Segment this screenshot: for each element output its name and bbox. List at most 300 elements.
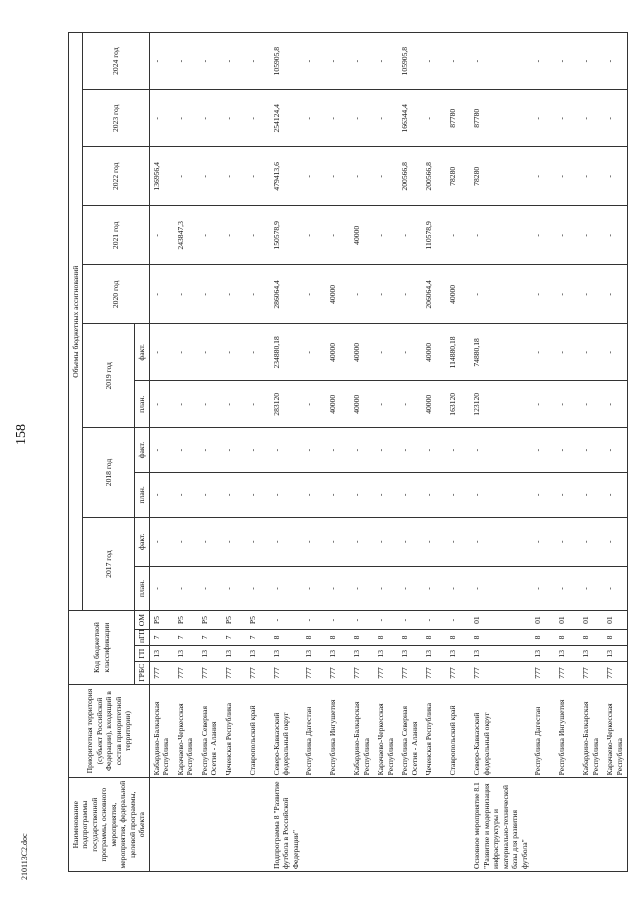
cell-f18: - — [374, 428, 398, 473]
header-budget-code: Код бюджетной классификации — [69, 611, 135, 684]
cell-name — [398, 778, 422, 872]
cell-p17: - — [246, 566, 270, 611]
cell-f18: - — [603, 428, 628, 473]
cell-pgp: 7 — [198, 629, 222, 645]
cell-gp: 13 — [555, 646, 579, 662]
cell-f17: - — [149, 517, 174, 566]
cell-p17: - — [374, 566, 398, 611]
cell-pgp: 8 — [302, 629, 326, 645]
cell-f17: - — [531, 517, 555, 566]
cell-v24: - — [302, 33, 326, 90]
table-row — [374, 33, 398, 872]
cell-p17: - — [422, 566, 446, 611]
cell-pgp: 8 — [374, 629, 398, 645]
cell-gp: 13 — [246, 646, 270, 662]
cell-grbs: 777 — [603, 662, 628, 684]
cell-v24: - — [326, 33, 350, 90]
cell-v21: - — [302, 206, 326, 265]
cell-name: Подпрограмма 8 "Развитие футбола в Российской Федерации" — [270, 778, 302, 872]
cell-v20: - — [374, 265, 398, 324]
cell-om: - — [326, 611, 350, 629]
cell-p19: - — [174, 381, 198, 428]
cell-grbs: 777 — [470, 662, 531, 684]
cell-p17: - — [149, 566, 174, 611]
cell-name — [555, 778, 579, 872]
cell-f18: - — [302, 428, 326, 473]
header-fact-2017: факт. — [135, 517, 149, 566]
cell-f17: - — [174, 517, 198, 566]
cell-v22: 136956,4 — [149, 147, 174, 206]
budget-table — [68, 32, 628, 872]
cell-om: P5 — [246, 611, 270, 629]
cell-p19: 40000 — [350, 381, 374, 428]
cell-pgp: 8 — [555, 629, 579, 645]
cell-pgp: 8 — [350, 629, 374, 645]
cell-v24: - — [579, 33, 603, 90]
cell-f18: - — [222, 428, 246, 473]
cell-p17: - — [198, 566, 222, 611]
cell-grbs: 777 — [374, 662, 398, 684]
cell-terr: Республика Ингушетия — [555, 684, 579, 778]
cell-terr: Республика Дагестан — [531, 684, 555, 778]
cell-f17: - — [246, 517, 270, 566]
cell-f19: 40000 — [350, 324, 374, 381]
cell-v23: - — [350, 90, 374, 147]
cell-om: 01 — [555, 611, 579, 629]
cell-terr: Республика Северная Осетия - Алания — [198, 684, 222, 778]
header-2019: 2019 год — [83, 324, 135, 428]
cell-f19: 74880,18 — [470, 324, 531, 381]
cell-v23: - — [555, 90, 579, 147]
cell-v23: 254124,4 — [270, 90, 302, 147]
cell-v22: - — [326, 147, 350, 206]
cell-name — [374, 778, 398, 872]
cell-name — [531, 778, 555, 872]
table-row — [302, 33, 326, 872]
cell-terr: Карачаево-Черкесская Республика — [374, 684, 398, 778]
cell-f19: 114880,18 — [446, 324, 470, 381]
cell-v20: 206064,4 — [422, 265, 446, 324]
cell-p17: - — [222, 566, 246, 611]
cell-v22: - — [531, 147, 555, 206]
cell-v20: - — [222, 265, 246, 324]
cell-p18: - — [246, 472, 270, 517]
cell-v22: - — [555, 147, 579, 206]
cell-f18: - — [350, 428, 374, 473]
cell-v20: - — [555, 265, 579, 324]
cell-p19: 163120 — [446, 381, 470, 428]
cell-v21: 150578,9 — [270, 206, 302, 265]
cell-grbs: 777 — [555, 662, 579, 684]
header-2024: 2024 год — [83, 33, 149, 90]
cell-v23: 87780 — [446, 90, 470, 147]
cell-v20: - — [149, 265, 174, 324]
cell-p19: 40000 — [422, 381, 446, 428]
cell-v20: - — [470, 265, 531, 324]
cell-f19: - — [174, 324, 198, 381]
cell-name — [603, 778, 628, 872]
header-grbs: ГРБС — [135, 662, 149, 684]
cell-om: - — [398, 611, 422, 629]
cell-p19: - — [603, 381, 628, 428]
cell-v20: - — [531, 265, 555, 324]
cell-p18: - — [446, 472, 470, 517]
cell-v21: 243847,3 — [174, 206, 198, 265]
cell-pgp: 8 — [326, 629, 350, 645]
cell-v21: - — [555, 206, 579, 265]
cell-p18: - — [422, 472, 446, 517]
cell-f19: - — [603, 324, 628, 381]
cell-gp: 13 — [174, 646, 198, 662]
cell-f17: - — [270, 517, 302, 566]
cell-f19: - — [579, 324, 603, 381]
cell-terr: Чеченская Республика — [222, 684, 246, 778]
cell-f19: - — [149, 324, 174, 381]
cell-v22: - — [246, 147, 270, 206]
cell-v22: 78280 — [470, 147, 531, 206]
cell-grbs: 777 — [579, 662, 603, 684]
table-row — [149, 33, 174, 872]
header-name: Наименование подпрограммы государственной программы, основного мероприятия, мероприятия, федеральной целевой программы, объекта — [69, 778, 150, 872]
cell-v22: - — [603, 147, 628, 206]
cell-p17: - — [350, 566, 374, 611]
cell-om: P5 — [149, 611, 174, 629]
table-row — [246, 33, 270, 872]
cell-gp: 13 — [470, 646, 531, 662]
cell-v20: 40000 — [446, 265, 470, 324]
header-2017: 2017 год — [83, 517, 135, 611]
cell-f19: - — [222, 324, 246, 381]
cell-f19: - — [198, 324, 222, 381]
cell-v21: - — [246, 206, 270, 265]
header-fact-2018: факт. — [135, 428, 149, 473]
cell-pgp: 7 — [222, 629, 246, 645]
cell-f17: - — [470, 517, 531, 566]
cell-v24: 105905,8 — [398, 33, 422, 90]
cell-v20: - — [174, 265, 198, 324]
cell-p19: - — [222, 381, 246, 428]
cell-f17: - — [422, 517, 446, 566]
cell-f17: - — [579, 517, 603, 566]
cell-v24: - — [198, 33, 222, 90]
cell-p17: - — [398, 566, 422, 611]
table-row — [603, 33, 628, 872]
header-2018: 2018 год — [83, 428, 135, 518]
cell-p17: - — [555, 566, 579, 611]
cell-v21: - — [374, 206, 398, 265]
cell-v21: - — [198, 206, 222, 265]
cell-p19: - — [579, 381, 603, 428]
cell-v21: - — [579, 206, 603, 265]
cell-gp: 13 — [374, 646, 398, 662]
cell-p17: - — [302, 566, 326, 611]
header-plan-2019: план. — [135, 381, 149, 428]
cell-gp: 13 — [302, 646, 326, 662]
cell-p17: - — [579, 566, 603, 611]
cell-v24: - — [422, 33, 446, 90]
cell-terr: Ставропольский край — [246, 684, 270, 778]
cell-f19: 40000 — [422, 324, 446, 381]
cell-p18: - — [149, 472, 174, 517]
cell-v21: - — [446, 206, 470, 265]
cell-f18: - — [579, 428, 603, 473]
cell-grbs: 777 — [531, 662, 555, 684]
cell-terr: Карачаево-Черкесская Республика — [603, 684, 628, 778]
cell-v20: - — [350, 265, 374, 324]
cell-p17: - — [470, 566, 531, 611]
cell-gp: 13 — [603, 646, 628, 662]
cell-terr: Республика Северная Осетия - Алания — [398, 684, 422, 778]
header-plan-2018: план. — [135, 472, 149, 517]
header-territory: Приоритетная территория (субъект Российской Федерации), входящий в состав приоритетной территории) — [69, 684, 150, 778]
cell-v23: - — [326, 90, 350, 147]
cell-f17: - — [350, 517, 374, 566]
cell-pgp: 8 — [531, 629, 555, 645]
cell-name — [246, 778, 270, 872]
cell-v23: - — [531, 90, 555, 147]
cell-terr: Северо-Кавказский федеральный округ — [270, 684, 302, 778]
cell-name — [222, 778, 246, 872]
table-row — [326, 33, 350, 872]
cell-v22: - — [579, 147, 603, 206]
cell-f17: - — [398, 517, 422, 566]
cell-f19: - — [555, 324, 579, 381]
cell-v23: - — [579, 90, 603, 147]
cell-pgp: 8 — [270, 629, 302, 645]
cell-v22: - — [198, 147, 222, 206]
cell-pgp: 8 — [446, 629, 470, 645]
cell-om: - — [270, 611, 302, 629]
budget-table-sheet — [68, 32, 628, 872]
cell-f18: - — [174, 428, 198, 473]
table-row — [531, 33, 555, 872]
cell-om: - — [446, 611, 470, 629]
cell-v24: - — [350, 33, 374, 90]
cell-p18: - — [398, 472, 422, 517]
cell-p18: - — [326, 472, 350, 517]
cell-v24: - — [174, 33, 198, 90]
cell-name — [350, 778, 374, 872]
cell-name — [446, 778, 470, 872]
cell-p18: - — [302, 472, 326, 517]
cell-v22: - — [222, 147, 246, 206]
cell-v20: 40000 — [326, 265, 350, 324]
cell-grbs: 777 — [326, 662, 350, 684]
cell-v21: - — [531, 206, 555, 265]
cell-v23: - — [603, 90, 628, 147]
cell-om: P5 — [198, 611, 222, 629]
cell-f17: - — [603, 517, 628, 566]
cell-terr: Чеченская Республика — [422, 684, 446, 778]
cell-pgp: 7 — [149, 629, 174, 645]
cell-p17: - — [270, 566, 302, 611]
header-om: ОМ — [135, 611, 149, 629]
cell-p18: - — [374, 472, 398, 517]
cell-om: 01 — [579, 611, 603, 629]
cell-om: P5 — [174, 611, 198, 629]
table-row — [198, 33, 222, 872]
cell-f18: - — [470, 428, 531, 473]
cell-terr: Республика Ингушетия — [326, 684, 350, 778]
cell-p18: - — [350, 472, 374, 517]
cell-v24: - — [603, 33, 628, 90]
cell-v22: 200566,8 — [398, 147, 422, 206]
cell-f17: - — [326, 517, 350, 566]
cell-p19: 123120 — [470, 381, 531, 428]
table-row — [350, 33, 374, 872]
cell-gp: 13 — [198, 646, 222, 662]
table-header — [69, 33, 150, 872]
header-2021: 2021 год — [83, 206, 149, 265]
cell-p19: - — [246, 381, 270, 428]
cell-p19: 40000 — [326, 381, 350, 428]
footer-filename: 210113С2.doc — [20, 833, 29, 880]
cell-p18: - — [222, 472, 246, 517]
cell-om: 01 — [531, 611, 555, 629]
cell-grbs: 777 — [174, 662, 198, 684]
cell-p19: - — [555, 381, 579, 428]
table-row — [398, 33, 422, 872]
cell-p18: - — [555, 472, 579, 517]
cell-v21: - — [398, 206, 422, 265]
cell-v24: - — [246, 33, 270, 90]
cell-grbs: 777 — [246, 662, 270, 684]
header-2023: 2023 год — [83, 90, 149, 147]
cell-v24: - — [555, 33, 579, 90]
cell-v21: - — [470, 206, 531, 265]
cell-v22: - — [302, 147, 326, 206]
cell-name — [579, 778, 603, 872]
cell-grbs: 777 — [198, 662, 222, 684]
cell-v24: - — [374, 33, 398, 90]
cell-name — [302, 778, 326, 872]
cell-grbs: 777 — [398, 662, 422, 684]
header-gp: ГП — [135, 646, 149, 662]
cell-gp: 13 — [149, 646, 174, 662]
cell-p18: - — [270, 472, 302, 517]
cell-name — [198, 778, 222, 872]
cell-p18: - — [531, 472, 555, 517]
cell-grbs: 777 — [149, 662, 174, 684]
cell-om: - — [302, 611, 326, 629]
cell-f17: - — [374, 517, 398, 566]
cell-gp: 13 — [398, 646, 422, 662]
cell-p19: 283120 — [270, 381, 302, 428]
cell-name: Основное мероприятие 8.1 "Развитие и модернизация инфраструктуры и материально-технической базы для развития футбола" — [470, 778, 531, 872]
cell-p17: - — [446, 566, 470, 611]
cell-v23: - — [198, 90, 222, 147]
cell-v23: - — [422, 90, 446, 147]
table-row — [470, 33, 531, 872]
cell-v21: - — [222, 206, 246, 265]
cell-v20: - — [246, 265, 270, 324]
cell-terr: Кабардино-Балкарская Республика — [579, 684, 603, 778]
cell-v21: 110578,9 — [422, 206, 446, 265]
cell-f18: - — [446, 428, 470, 473]
cell-f17: - — [198, 517, 222, 566]
cell-pgp: 8 — [422, 629, 446, 645]
cell-v20: 286064,4 — [270, 265, 302, 324]
cell-v22: 78280 — [446, 147, 470, 206]
cell-f19: - — [374, 324, 398, 381]
cell-v21: - — [326, 206, 350, 265]
cell-p19: - — [302, 381, 326, 428]
table-row — [579, 33, 603, 872]
cell-v20: - — [579, 265, 603, 324]
table-row — [555, 33, 579, 872]
cell-grbs: 777 — [350, 662, 374, 684]
cell-terr: Северо-Кавказский федеральный округ — [470, 684, 531, 778]
cell-terr: Кабардино-Балкарская Республика — [350, 684, 374, 778]
cell-om: P5 — [222, 611, 246, 629]
cell-f17: - — [302, 517, 326, 566]
cell-v20: - — [302, 265, 326, 324]
cell-v20: - — [398, 265, 422, 324]
cell-v24: 105905,8 — [270, 33, 302, 90]
cell-v22: 200566,8 — [422, 147, 446, 206]
cell-pgp: 8 — [470, 629, 531, 645]
cell-p18: - — [198, 472, 222, 517]
cell-v21: - — [149, 206, 174, 265]
cell-f19: - — [531, 324, 555, 381]
cell-om: 01 — [470, 611, 531, 629]
header-volumes: Объемы бюджетных ассигнований — [69, 33, 83, 611]
cell-f18: - — [422, 428, 446, 473]
cell-v23: - — [174, 90, 198, 147]
cell-f17: - — [446, 517, 470, 566]
cell-p17: - — [603, 566, 628, 611]
cell-grbs: 777 — [422, 662, 446, 684]
cell-f17: - — [555, 517, 579, 566]
cell-gp: 13 — [326, 646, 350, 662]
cell-v24: - — [149, 33, 174, 90]
cell-grbs: 777 — [270, 662, 302, 684]
cell-f19: - — [398, 324, 422, 381]
cell-name — [422, 778, 446, 872]
cell-p17: - — [531, 566, 555, 611]
cell-f19: 40000 — [326, 324, 350, 381]
cell-p17: - — [326, 566, 350, 611]
cell-om: - — [374, 611, 398, 629]
cell-grbs: 777 — [222, 662, 246, 684]
header-2022: 2022 год — [83, 147, 149, 206]
table-row — [270, 33, 302, 872]
header-pgp: пГП — [135, 629, 149, 645]
cell-p18: - — [603, 472, 628, 517]
cell-p18: - — [579, 472, 603, 517]
cell-p17: - — [174, 566, 198, 611]
cell-f18: - — [149, 428, 174, 473]
cell-v20: - — [603, 265, 628, 324]
cell-v23: - — [222, 90, 246, 147]
cell-pgp: 7 — [246, 629, 270, 645]
cell-gp: 13 — [446, 646, 470, 662]
cell-v24: - — [470, 33, 531, 90]
cell-f19: - — [246, 324, 270, 381]
cell-om: 01 — [603, 611, 628, 629]
cell-v23: 166344,4 — [398, 90, 422, 147]
cell-v23: - — [246, 90, 270, 147]
cell-pgp: 8 — [579, 629, 603, 645]
cell-grbs: 777 — [446, 662, 470, 684]
table-row — [222, 33, 246, 872]
cell-v23: - — [374, 90, 398, 147]
cell-f17: - — [222, 517, 246, 566]
cell-gp: 13 — [579, 646, 603, 662]
table-body — [149, 33, 627, 872]
table-row — [174, 33, 198, 872]
cell-f19: 234880,18 — [270, 324, 302, 381]
